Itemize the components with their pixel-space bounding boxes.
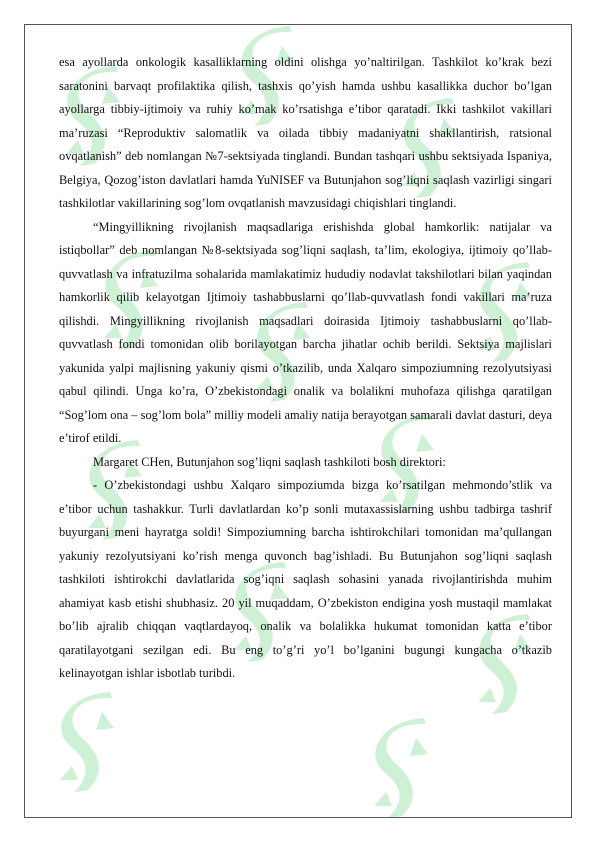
- quote-paragraph: - O’zbekistondagi ushbu Xalqaro simpoziumda bizga ko’rsatilgan mehmondo’stlik va e’tibor uchun tashakkur. Turli davlatlardan ko’p sonli mutaxassislarning ushbu tadbirga tashrif buyurgani meni hayratga soldi! Simpoziumning barcha ishtirokchilari tomonidan ma’qullangan yakuniy rezolyutsiyani ko’rish menga quvonch bag’ishladi. Bu Butunjahon sog’liqni saqlash tashkiloti ishtirokchi davlatlarida sog’iqni saqlash sohasini yanada rivojlantirishda muhim ahamiyat kasb etishi shubhasiz. 20 yil muqaddam, O’zbekiston endigina yosh mustaqil mamlakat bo’lib ajralib chiqqan vaqtlardayoq, onalik va bolalikka hukumat tomonidan katta e’tibor qaratilayotgani sezilgan edi. Bu eng to’g’ri yo’l bo’lganini bugungi kungacha o’tkazib kelinayotgan ishlar isbotlab turibdi.: [59, 478, 552, 680]
- paragraph: “Mingyillikning rivojlanish maqsadlariga erishishda global hamkorlik: natijalar va istiqbollar” deb nomlangan №8-sektsiyada sog’liqni saqlash, ta’lim, ekologiya, ijtimoiy qo’llab-quvvatlash va infratuzilma sohalarida mamlakatimiz hududiy nodavlat takshilotlari bilan yaqindan hamkorlik qilib kelayotgan Ijtimoiy tashabbuslarni qo’llab-quvvatlash fondi vakillari ma’ruza qilishdi. Mingyillikning rivojlanish maqsadlari doirasida Ijtimoiy tashabbuslarni qo’llab-quvvatlash fondi tomonidan olib borilayotgan barcha jihatlar ochib berildi. Sektsiya majlislari yakunida yalpi majlisning yakuniy qismi o’tkazilib, unda Xalqaro simpoziumning rezolyutsiyasi qabul qilindi. Unga ko’ra, O’zbekistondagi onalik va bolalikni muhofaza qilishga qaratilgan “Sog’lom ona – sog’lom bola” milliy modeli amaliy natija berayotgan samarali davlat dasturi, deya e’tirof etildi.: [59, 219, 552, 445]
- paragraph: esa ayollarda onkologik kasalliklarning oldini olishga yo’naltirilgan. Tashkilot ko’krak bezi saratonini barvaqt profilaktika qilish, tashxis qo’yish hamda ushbu kasallikka duchor bo’lgan ayollarga tibbiy-ijtimoiy va ruhiy ko’mak ko’rsatishga e’tibor qaratadi. Ikki tashkilot vakillari ma’ruzasi “Reproduktiv salomatlik va oilada tibbiy madaniyatni shakllantirish, ratsional ovqatlanish” deb nomlangan №7-sektsiyada tinglandi. Bundan tashqari ushbu sektsiyada Ispaniya, Belgiya, Qozog’iston davlatlari hamda YuNISEF va Butunjahon sog’liqni saqlash vazirligi singari tashkilotlar vakillarining sog’lom ovqatlanish mavzusidagi chiqishlari tinglandi.: [59, 55, 552, 210]
- speaker-attribution: Margaret CHen, Butunjahon sog’liqni saqlash tashkiloti bosh direktori:: [93, 454, 446, 469]
- document-body: [59, 51, 552, 686]
